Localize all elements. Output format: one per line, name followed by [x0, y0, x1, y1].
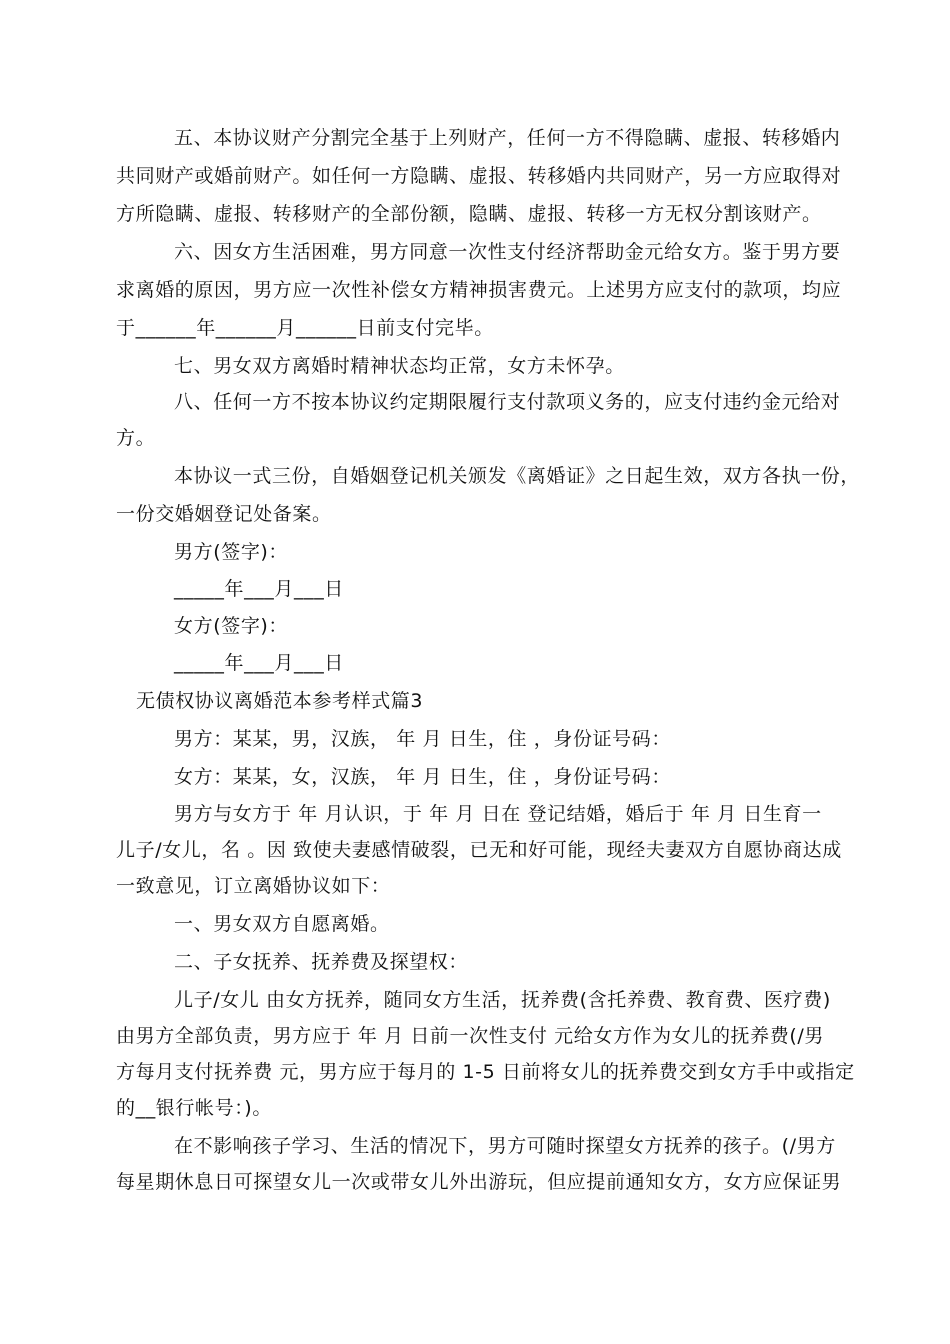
text-line: 本协议一式三份，自婚姻登记机关颁发《离婚证》之日起生效，双方各执一份， [174, 465, 861, 487]
text-line: 男方与女方于 年 月认识，于 年 月 日在 登记结婚，婚后于 年 月 日生育一 [174, 803, 822, 825]
text-line: 求离婚的原因，男方应一次性补偿女方精神损害费元。上述男方应支付的款项，均应 [116, 279, 842, 301]
text-line: 二、子女抚养、抚养费及探望权： [174, 951, 469, 973]
signature-label-male: 男方(签字)： [174, 541, 289, 563]
text-line: 儿子/女儿 由女方抚养，随同女方生活，抚养费(含托养费、教育费、医疗费) [174, 989, 831, 1011]
signature-date-male: _____年___月___日 [174, 578, 344, 600]
text-line: 的__银行帐号：)。 [116, 1097, 272, 1119]
text-line: 共同财产或婚前财产。如任何一方隐瞒、虚报、转移婚内共同财产，另一方应取得对 [116, 165, 842, 187]
text-line: 一致意见，订立离婚协议如下： [116, 875, 391, 897]
signature-label-female: 女方(签字)： [174, 615, 289, 637]
signature-date-female: _____年___月___日 [174, 652, 344, 674]
text-line: 一、男女双方自愿离婚。 [174, 913, 390, 935]
text-line: 女方：某某，女，汉族， 年 月 日生，住 ，身份证号码： [174, 766, 671, 788]
text-line: 于______年______月______日前支付完毕。 [116, 317, 494, 339]
text-line: 方所隐瞒、虚报、转移财产的全部份额，隐瞒、虚报、转移一方无权分割该财产。 [116, 203, 822, 225]
text-line: 每星期休息日可探望女儿一次或带女儿外出游玩，但应提前通知女方，女方应保证男 [116, 1171, 842, 1193]
text-line: 七、男女双方离婚时精神状态均正常，女方未怀孕。 [174, 355, 625, 377]
text-line: 方。 [116, 427, 156, 449]
text-line: 由男方全部负责，男方应于 年 月 日前一次性支付 元给女方作为女儿的抚养费(/男 [116, 1025, 824, 1047]
text-line: 五、本协议财产分割完全基于上列财产，任何一方不得隐瞒、虚报、转移婚内 [174, 127, 841, 149]
section-heading: 无债权协议离婚范本参考样式篇3 [136, 690, 424, 712]
text-line: 方每月支付抚养费 元，男方应于每月的 1-5 日前将女儿的抚养费交到女方手中或指定 [116, 1061, 855, 1083]
text-line: 在不影响孩子学习、生活的情况下，男方可随时探望女方抚养的孩子。(/男方 [174, 1135, 836, 1157]
text-line: 儿子/女儿，名 。因 致使夫妻感情破裂，已无和好可能，现经夫妻双方自愿协商达成 [116, 839, 842, 861]
text-line: 男方：某某，男，汉族， 年 月 日生，住 ，身份证号码： [174, 728, 671, 750]
text-line: 八、任何一方不按本协议约定期限履行支付款项义务的，应支付违约金元给对 [174, 391, 841, 413]
text-line: 六、因女方生活困难，男方同意一次性支付经济帮助金元给女方。鉴于男方要 [174, 241, 841, 263]
text-line: 一份交婚姻登记处备案。 [116, 503, 332, 525]
